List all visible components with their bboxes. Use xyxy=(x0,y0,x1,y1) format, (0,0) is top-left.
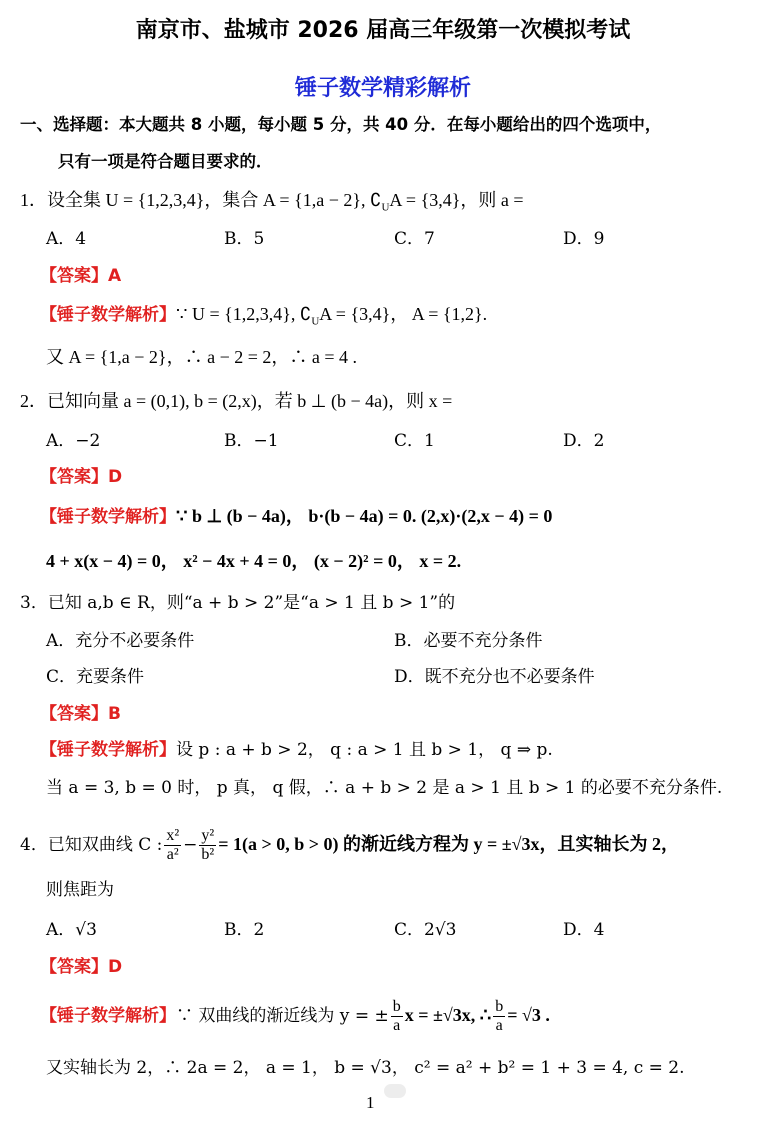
q4-option-c: C．2√3 xyxy=(394,920,457,940)
q4-fraction-b-over-a: $\frac{b}{a}$ xyxy=(392,998,401,1034)
q3-answer: 【答案】B xyxy=(40,704,121,724)
q2-option-a: A．−2 xyxy=(46,431,101,451)
q2-option-c: C．1 xyxy=(394,431,435,451)
q1-option-d: D．9 xyxy=(563,229,605,249)
q4-stem-line2: 则焦距为 xyxy=(46,880,114,900)
q3-option-c: C．充要条件 xyxy=(46,667,145,687)
watermark-icon xyxy=(384,1084,406,1098)
q4-fraction-y: $\frac{\text{y²}}{\text{b²}}$ xyxy=(201,827,215,863)
q1-option-b: B．5 xyxy=(224,229,265,249)
q2-option-d: D．2 xyxy=(563,431,605,451)
page-title: 南京市、盐城市 2026 届高三年级第一次模拟考试 xyxy=(135,18,631,43)
q1-analysis-line1: 【锤子数学解析】∵ U = {1,2,3,4}, $∁_UA = \{3,4\}$， A = {1,2}. xyxy=(40,304,488,328)
q1-option-c: C．7 xyxy=(394,229,435,249)
q4-option-d: D．4 xyxy=(563,920,605,940)
q3-option-a: A．充分不必要条件 xyxy=(46,631,195,651)
q4-fraction-b-over-a-2: $\frac{b}{a}$ xyxy=(495,998,504,1034)
q4-analysis-line1: 【锤子数学解析】∵ 双曲线的渐近线为 y = ± $\frac{b}{a}$ x = ±√3x, ∴ $\frac{b}{a}$ = √3 . xyxy=(40,998,550,1034)
q3-stem: 3．已知 a,b ∈ R，则“a + b > 2”是“a > 1 且 b > 1”的 xyxy=(20,593,456,613)
q2-option-b: B．−1 xyxy=(224,431,279,451)
q1-stem: 1．设全集 U = {1,2,3,4}，集合 A = {1,a − 2}, $∁_UA = \{3,4\}$，则 a = xyxy=(20,190,524,214)
q4-analysis-line2: 又实轴长为 2，∴ 2a = 2， a = 1， b = √3， c² = a² + b² = 1 + 3 = 4, c = 2. xyxy=(46,1058,685,1078)
q1-answer: 【答案】A xyxy=(40,266,122,286)
q2-stem: 2．已知向量 a = (0,1), b = (2,x)，若 b ⊥ (b − 4a)，则 x = xyxy=(20,391,453,411)
q1-analysis-line2: 又 A = {1,a − 2}，∴ a − 2 = 2，∴ a = 4 . xyxy=(46,347,358,367)
page-number: 1 xyxy=(366,1093,375,1112)
q4-stem: 4．已知双曲线 C : $\frac{\text{x²}}{\text{a²}}$ − $\frac{\text{y²}}{\text{b²}}$ = 1(a > 0, b > 0) 的渐近线方程为 y = ±√3x，且实轴长为 2， xyxy=(20,827,679,863)
section-heading-line2: 只有一项是符合题目要求的． xyxy=(58,152,273,171)
q4-option-b: B．2 xyxy=(224,920,265,940)
q2-analysis-line1: 【锤子数学解析】∵ b ⊥ (b − 4a)， b·(b − 4a) = 0. (2,x)·(2,x − 4) = 0 xyxy=(40,506,553,527)
q4-option-a: A．√3 xyxy=(46,920,97,940)
page-subtitle: 锤子数学精彩解析 xyxy=(294,76,471,101)
q3-option-d: D．既不充分也不必要条件 xyxy=(394,667,595,687)
q4-fraction-x: $\frac{\text{x²}}{\text{a²}}$ xyxy=(166,827,180,863)
section-heading-line1: 一、选择题：本大题共 8 小题，每小题 5 分，共 40 分．在每小题给出的四个选项中， xyxy=(20,115,662,134)
q3-analysis-line1: 【锤子数学解析】设 p : a + b > 2， q : a > 1 且 b > 1， q ⇒ p. xyxy=(40,740,553,760)
q1-option-a: A．4 xyxy=(46,229,87,249)
q2-answer: 【答案】D xyxy=(40,467,123,487)
q2-analysis-line2: 4 + x(x − 4) = 0， x² − 4x + 4 = 0， (x − 2)² = 0， x = 2. xyxy=(46,551,462,571)
q3-option-b: B．必要不充分条件 xyxy=(394,631,543,651)
q3-analysis-line2: 当 a = 3, b = 0 时， p 真， q 假，∴ a + b > 2 是 a > 1 且 b > 1 的必要不充分条件. xyxy=(46,778,723,798)
q4-answer: 【答案】D xyxy=(40,957,123,977)
